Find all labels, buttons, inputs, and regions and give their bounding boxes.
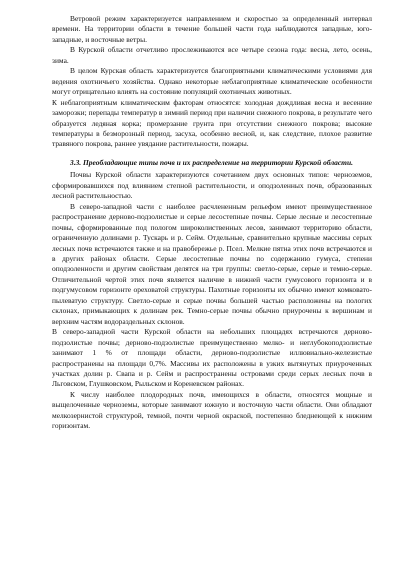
paragraph-climate-conditions: В целом Курская область характеризуется благоприятными климатическими условиями для ведения охотничьего хозяйства. Однако некоторые неблагоприятные климатические особенности могут отрицательно влиять на состояние популяций охотничьих животных. — [52, 66, 372, 97]
paragraph-soil-types: Почвы Курской области характеризуются сочетанием двух основных типов: черноземов, сформировавшихся под влиянием степной растительности, и оподзоленных почв, образованных лесной растительностью. — [52, 170, 372, 201]
paragraph-sod-podzolic-soils: В северо-западной части Курской области на небольших площадях встречаются дерново-подзолистые почвы; дерново-подзолистые преимущественно мелко- и неглубокоподзолистые занимают 1 % от площади области, дерново-подзолистые иллювиально-железистые распространены на площади 0,7%. Массивы их расположены в узких вытянутых приуроченных участках долин р. Свапа и р. Сейм и распространены островами среди серых лесных почв в Льговском, Глушковском, Рыльском и Кореневском районах. — [52, 327, 372, 389]
document-page — [52, 14, 372, 432]
paragraph-wind-regime: Ветровой режим характеризуется направлением и скоростью за определенный интервал времени. На территории области в течение большей части года наблюдаются западные, юго-западные, и восточные ветры. — [52, 14, 372, 44]
paragraph-seasons: В Курской области отчетливо прослеживаются все четыре сезона года: весна, лето, осень, зима. — [52, 45, 372, 65]
paragraph-chernozems: К числу наиболее плодородных почв, имеющихся в области, относятся мощные и выщелоченные черноземы, которые занимают южную и восточную части области. Они обладают мелкозернистой структурой, темной, почти черной окраской, постепенно бледнеющей к нижним горизонтам. — [52, 389, 372, 431]
paragraph-unfavorable-factors: К неблагоприятным климатическим факторам относятся: холодная дождливая весна и весенние заморозки; перепады температур в зимний период при наличии снежного покрова, в результате чего образуется ледяная корка; промерзание грунта при отсутствии снежного покрова; высокие температуры в безморозный период, засуха, особенно весной, и, как следствие, плохое развитие травяного покрова, раннее увядание растительности, пожары. — [52, 97, 372, 149]
paragraph-northwest-soils: В северо-западной части с наиболее расчлененным рельефом имеют преимущественное распространение дерново-подзолистые и серые лесостепные почвы. Серые лесные и лесостепные почвы, сформированные под пологом широколиственных лесов, занимают территорию области, ограниченную долинами р. Тускарь и р. Сейм. Отдельные, сравнительно крупные массивы серых лесных почв встречаются также и на правобережье р. Псел. Мелкие пятна этих почв встречаются и в других районах области. Серые лесостепные почвы по содержанию гумуса, степени оподзоленности и другим свойствам делятся на три группы: светло-серые, серые и темно-серые. Отличительной чертой этих почв является наличие в нижней части гумусового горизонта и в подгумусовом горизонте ореховатой структуры. Пахотные горизонты их обычно имеют комковато-пылеватую структуру. Светло-серые и серые почвы большей частью расположены на пологих склонах, примыкающих к долинам рек. Темно-серые почвы обычно приурочены к вершинам и верхним частям водораздельных склонов. — [52, 201, 372, 326]
section-heading: 3.3. Преобладающие типы почв и их распределение на территории Курской области. — [70, 157, 353, 167]
